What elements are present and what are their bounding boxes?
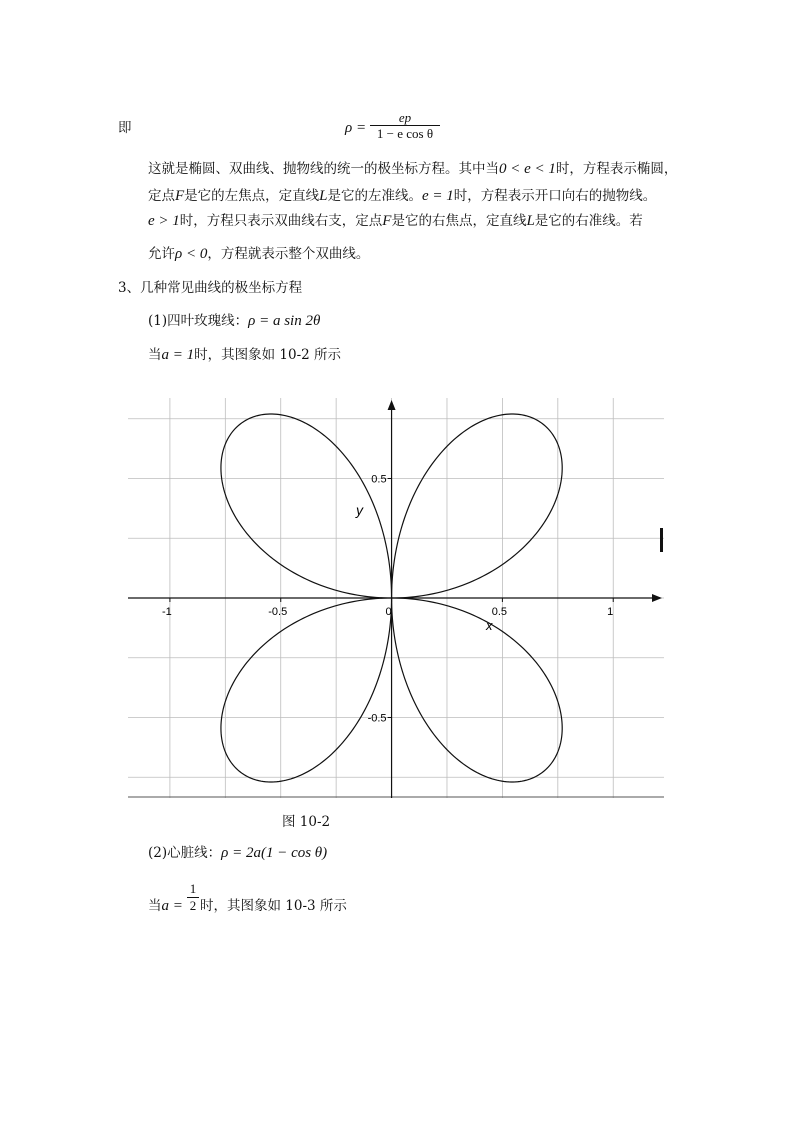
x-axis-arrow-icon [652,594,662,602]
section-heading: 3、几种常见曲线的极坐标方程 [118,280,303,296]
paragraph-line-3 [148,211,643,231]
cardioid-label [148,843,327,863]
rose-curve-label [148,311,320,331]
math-inline: a = [161,898,183,914]
y-axis-arrow-icon [388,400,396,410]
cardioid-condition-prefix [148,896,183,916]
x-tick-label: 1 [607,606,614,618]
text-segment: 是它的左准线。 [327,188,423,204]
y-tick-label: -0.5 [367,712,387,725]
paragraph-line-1 [148,159,677,179]
y-axis-label: y [356,502,363,518]
half-fraction [187,881,199,914]
math-inline: e = 1 [422,188,454,204]
text-segment: 允许 [148,246,175,262]
rose-formula: ρ = a sin 2θ [248,313,321,329]
math-inline: L [319,188,328,204]
text-segment: 是它的右焦点，定直线 [391,213,527,229]
text-segment: ，方程就表示整个双曲线。 [207,246,370,262]
polar-equation-lhs: ρ = [345,120,367,136]
math-inline: L [526,213,535,229]
text-segment: 定点 [148,188,175,204]
polar-equation-fraction [370,110,440,142]
text-segment: 这就是椭圆、双曲线、抛物线的统一的极坐标方程。其中当 [148,161,499,177]
paragraph-line-2 [148,186,656,206]
text-segment: (2)心脏线： [148,845,222,861]
math-inline: F [382,213,392,229]
tick-labels [162,473,613,724]
fraction-denominator: 2 [189,898,197,913]
axes [128,400,662,798]
text-segment: 时，方程表示椭圆， [555,161,678,177]
x-tick-label: -1 [162,606,172,618]
x-tick-label: -0.5 [268,606,288,618]
rose-curve-figure [128,398,664,798]
math-inline: F [175,188,185,204]
text-segment: 是它的左焦点，定直线 [184,188,320,204]
cardioid-formula: ρ = 2a(1 − cos θ) [221,845,328,861]
math-inline: e > 1 [148,213,180,229]
text-segment: 是它的右准线。若 [534,213,643,229]
text-segment: 时，其图象如 10-2 所示 [194,347,342,363]
x-tick-label: 0.5 [491,606,508,618]
fraction-numerator: 1 [189,881,197,896]
x-axis-label: x [486,618,493,633]
figure-caption: 图 10-2 [282,814,331,830]
text-segment: (1)四叶玫瑰线： [148,313,249,329]
paragraph-line-4 [148,244,369,264]
rose-condition [148,345,341,365]
x-tick-label: 0 [385,606,392,618]
text-segment: 时，方程表示开口向右的抛物线。 [453,188,657,204]
text-segment: 时，方程只表示双曲线右支，定点 [179,213,383,229]
rose-curve-plot [128,398,664,798]
line-prefix: 即 [118,120,132,136]
fraction-numerator: ep [398,110,412,125]
math-inline: a = 1 [161,347,195,363]
page-edge-mark [660,528,663,552]
fraction-denominator: 1 − e cos θ [376,126,434,141]
y-tick-label: 0.5 [371,473,387,486]
text-segment: 当 [148,898,162,914]
math-inline: ρ < 0 [175,246,208,262]
text-segment: 当 [148,347,162,363]
cardioid-condition-suffix: 时，其图象如 10-3 所示 [200,898,347,914]
math-inline: 0 < e < 1 [499,161,556,177]
